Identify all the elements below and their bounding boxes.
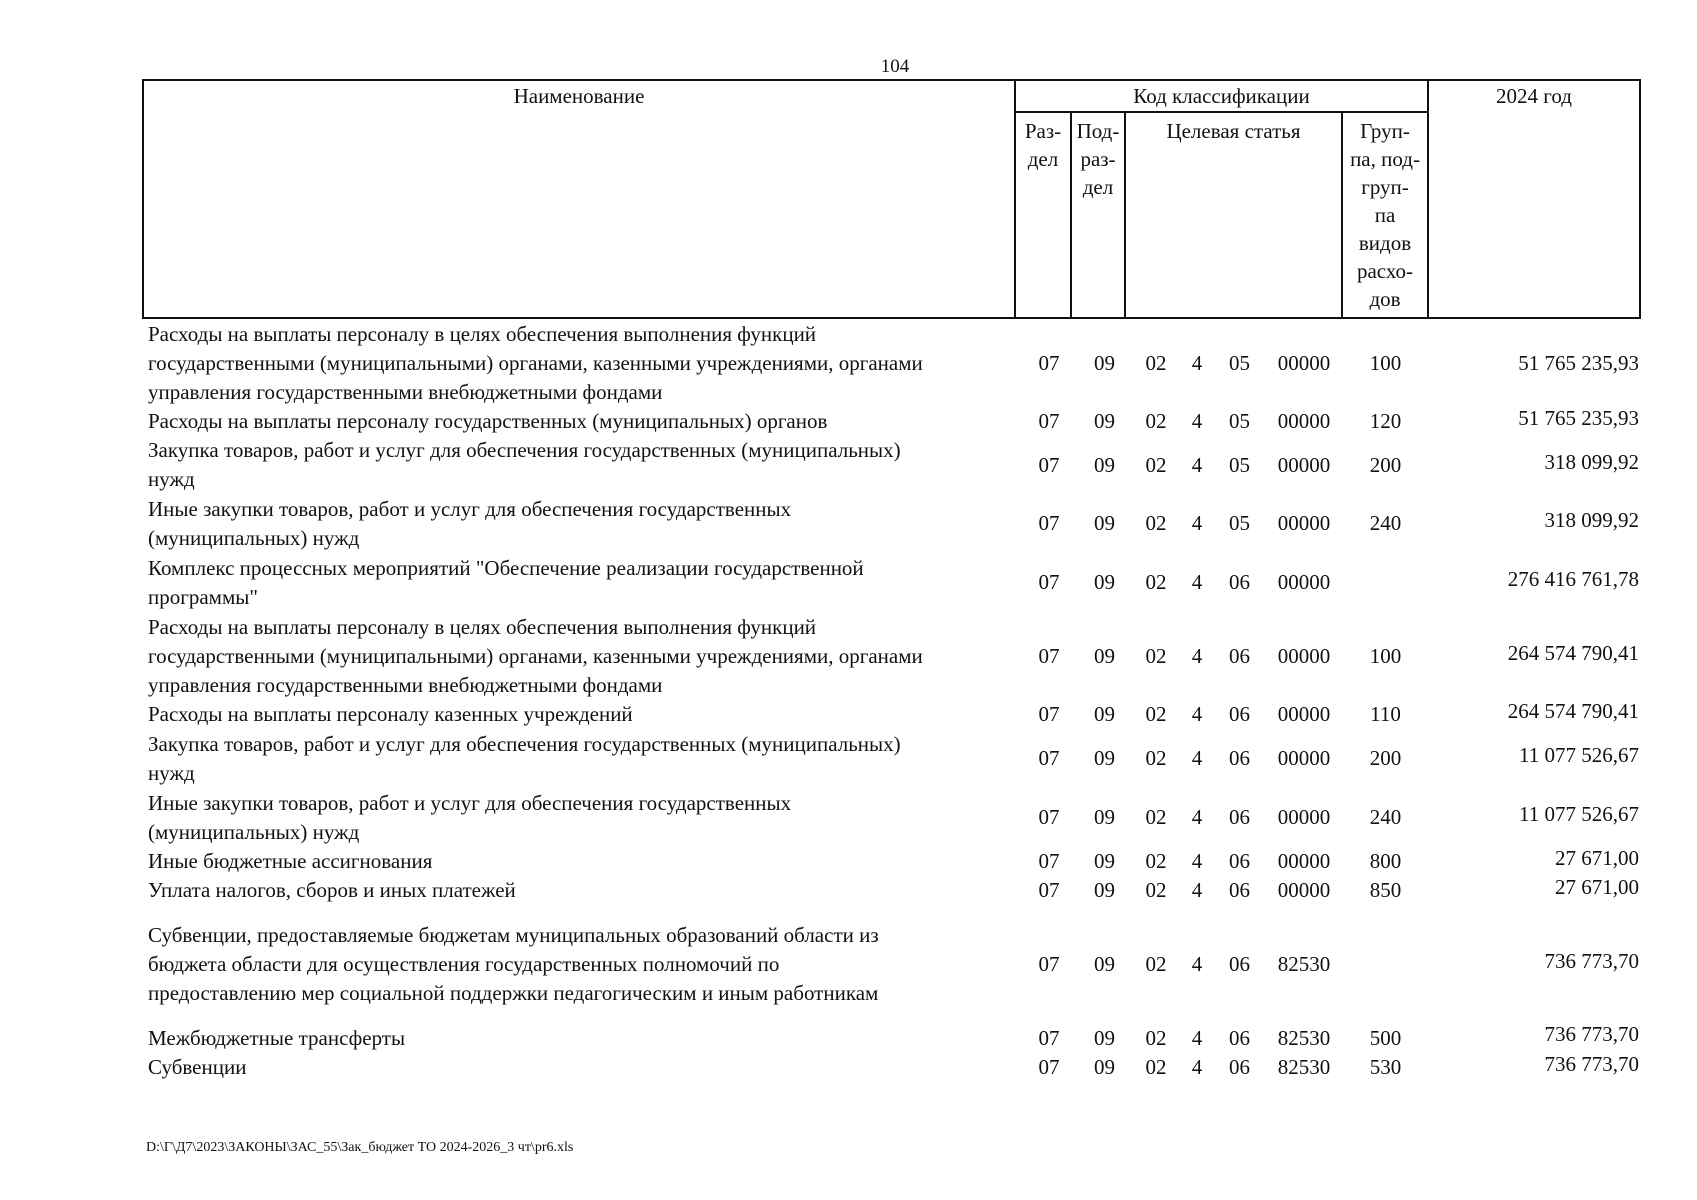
- row-podrazdel: 09: [1094, 1025, 1115, 1050]
- row-podrazdel: 09: [1094, 409, 1115, 433]
- row-amount: 736 773,70: [1544, 1052, 1639, 1076]
- table-row: [142, 612, 1639, 700]
- row-expense-group: 850: [1369, 878, 1402, 902]
- row-podrazdel: 09: [1094, 878, 1115, 902]
- row-expense-group: 100: [1369, 351, 1402, 375]
- row-target-direction: 82530: [1277, 1055, 1331, 1079]
- row-expense-group: 530: [1369, 1055, 1402, 1079]
- row-target-program: 02: [1145, 1055, 1167, 1079]
- row-target-type: 4: [1191, 702, 1203, 726]
- row-target-type: 4: [1191, 452, 1203, 477]
- table-row: [142, 407, 1639, 436]
- row-target-direction: 00000: [1277, 409, 1331, 433]
- row-target-complex: 05: [1229, 351, 1250, 375]
- file-path-footer: D:\Г\Д7\2023\ЗАКОНЫ\ЗАС_55\Зак_бюджет ТО 2024-2026_3 чт\pr6.xls: [146, 1140, 574, 1155]
- row-podrazdel: 09: [1094, 1055, 1115, 1079]
- row-target-complex: 06: [1229, 805, 1250, 829]
- row-target-complex: 06: [1229, 951, 1250, 976]
- row-amount: 276 416 761,78: [1507, 567, 1639, 591]
- row-target-complex: 06: [1229, 1055, 1250, 1079]
- row-name: Расходы на выплаты персоналу в целях обеспечения выполнения функций государственными (муниципальными) органами, казенными учреждениями, органами управления государственными внебюджетными фондами: [148, 614, 923, 697]
- row-name: Расходы на выплаты персоналу государственных (муниципальных) органов: [148, 409, 828, 433]
- row-razdel: 07: [1038, 452, 1060, 477]
- row-target-direction: 82530: [1277, 951, 1331, 976]
- row-podrazdel: 09: [1094, 511, 1115, 535]
- row-target-complex: 06: [1229, 1025, 1250, 1050]
- row-amount: 51 765 235,93: [1518, 406, 1639, 430]
- row-target-type: 4: [1191, 951, 1203, 976]
- header-group: Груп- па, под- груп- па видов расхо- дов: [1342, 112, 1428, 318]
- row-razdel: 07: [1038, 951, 1060, 976]
- row-target-complex: 06: [1229, 746, 1250, 770]
- row-razdel: 07: [1038, 849, 1060, 873]
- row-amount: 11 077 526,67: [1519, 743, 1639, 767]
- row-name: Уплата налогов, сборов и иных платежей: [148, 878, 516, 902]
- row-podrazdel: 09: [1094, 452, 1115, 477]
- row-podrazdel: 09: [1094, 702, 1115, 726]
- row-target-program: 02: [1145, 409, 1167, 433]
- row-expense-group: 240: [1369, 805, 1402, 829]
- row-target-complex: 06: [1229, 878, 1250, 902]
- row-podrazdel: 09: [1094, 849, 1115, 873]
- row-razdel: 07: [1038, 511, 1060, 535]
- row-target-type: 4: [1191, 746, 1203, 770]
- row-target-complex: 05: [1229, 452, 1250, 477]
- table-row: [142, 876, 1639, 905]
- row-amount: 736 773,70: [1544, 949, 1639, 973]
- row-amount: 318 099,92: [1544, 508, 1639, 532]
- row-target-complex: 05: [1229, 511, 1250, 535]
- row-amount: 318 099,92: [1544, 450, 1639, 474]
- row-razdel: 07: [1038, 805, 1060, 829]
- table-row: [142, 494, 1639, 553]
- row-podrazdel: 09: [1094, 351, 1115, 375]
- table-row: [142, 700, 1639, 729]
- table-row: [142, 905, 1639, 1023]
- row-razdel: 07: [1038, 1055, 1060, 1079]
- row-target-direction: 00000: [1277, 746, 1331, 770]
- table-row: [142, 320, 1639, 407]
- header-razdel: Раз- дел: [1015, 112, 1071, 318]
- row-target-program: 02: [1145, 805, 1167, 829]
- row-podrazdel: 09: [1094, 746, 1115, 770]
- row-expense-group: 240: [1369, 511, 1402, 535]
- row-target-program: 02: [1145, 1025, 1167, 1050]
- row-razdel: 07: [1038, 643, 1060, 668]
- row-amount: 27 671,00: [1555, 846, 1639, 870]
- row-target-direction: 00000: [1277, 511, 1331, 535]
- row-target-direction: 00000: [1277, 878, 1331, 902]
- row-razdel: 07: [1038, 409, 1060, 433]
- row-name: Иные закупки товаров, работ и услуг для обеспечения государственных (муниципальных) нужд: [148, 496, 792, 550]
- row-name: Закупка товаров, работ и услуг для обеспечения государственных (муниципальных) нужд: [148, 731, 901, 785]
- row-name: Комплекс процессных мероприятий "Обеспечение реализации государственной программы": [148, 555, 864, 609]
- row-razdel: 07: [1038, 746, 1060, 770]
- table-row: [142, 1023, 1639, 1053]
- table-row: [142, 788, 1639, 847]
- row-target-program: 02: [1145, 746, 1167, 770]
- row-expense-group: 200: [1369, 452, 1402, 477]
- row-target-program: 02: [1145, 351, 1167, 375]
- row-amount: 736 773,70: [1544, 1022, 1639, 1046]
- row-target-direction: 82530: [1277, 1025, 1331, 1050]
- row-name: Межбюджетные трансферты: [148, 1025, 406, 1050]
- row-amount: 51 765 235,93: [1518, 351, 1639, 375]
- row-razdel: 07: [1038, 878, 1060, 902]
- row-amount: 264 574 790,41: [1507, 699, 1639, 723]
- table-row: [142, 729, 1639, 788]
- row-target-complex: 06: [1229, 643, 1250, 668]
- row-target-complex: 06: [1229, 570, 1250, 594]
- row-razdel: 07: [1038, 351, 1060, 375]
- row-podrazdel: 09: [1094, 951, 1115, 976]
- row-expense-group: 110: [1370, 702, 1401, 726]
- table-row: [142, 1053, 1639, 1082]
- row-name: Иные закупки товаров, работ и услуг для обеспечения государственных (муниципальных) нужд: [148, 790, 792, 844]
- header-name: Наименование: [143, 80, 1015, 318]
- row-expense-group: 200: [1369, 746, 1402, 770]
- row-target-type: 4: [1191, 1055, 1203, 1079]
- table-body: [142, 320, 1639, 1082]
- row-name: Иные бюджетные ассигнования: [148, 849, 433, 873]
- row-amount: 264 574 790,41: [1507, 641, 1639, 665]
- row-target-program: 02: [1145, 702, 1167, 726]
- row-target-type: 4: [1191, 805, 1203, 829]
- page-number: 104: [880, 56, 910, 77]
- row-target-direction: 00000: [1277, 805, 1331, 829]
- row-target-direction: 00000: [1277, 570, 1331, 594]
- row-target-complex: 05: [1229, 409, 1250, 433]
- table-row: [142, 436, 1639, 494]
- row-target-type: 4: [1191, 409, 1203, 433]
- table-header: [142, 79, 1641, 319]
- row-name: Закупка товаров, работ и услуг для обеспечения государственных (муниципальных) нужд: [148, 438, 901, 491]
- row-expense-group: 120: [1369, 409, 1402, 433]
- row-amount: 11 077 526,67: [1519, 802, 1639, 826]
- row-target-program: 02: [1145, 511, 1167, 535]
- row-target-type: 4: [1191, 849, 1203, 873]
- row-razdel: 07: [1038, 570, 1060, 594]
- header-target: Целевая статья: [1125, 112, 1342, 318]
- row-target-direction: 00000: [1277, 849, 1331, 873]
- row-target-direction: 00000: [1277, 452, 1331, 477]
- row-target-type: 4: [1191, 643, 1203, 668]
- row-name: Субвенции: [148, 1055, 247, 1079]
- row-target-program: 02: [1145, 452, 1167, 477]
- row-name: Субвенции, предоставляемые бюджетам муниципальных образований области из бюджета области для осуществления государственных полномочий по предоставлению мер социальной поддержки педагогическим и иным работникам: [148, 922, 879, 1005]
- header-podrazdel: Под- раз- дел: [1071, 112, 1125, 318]
- row-target-program: 02: [1145, 878, 1167, 902]
- row-target-type: 4: [1191, 878, 1203, 902]
- row-target-program: 02: [1145, 643, 1167, 668]
- row-target-complex: 06: [1229, 702, 1250, 726]
- row-expense-group: 800: [1369, 849, 1402, 873]
- table-row: [142, 553, 1639, 612]
- header-classification: Код классификации: [1015, 80, 1428, 112]
- row-podrazdel: 09: [1094, 643, 1115, 668]
- row-target-program: 02: [1145, 570, 1167, 594]
- header-year: 2024 год: [1428, 80, 1640, 318]
- row-amount: 27 671,00: [1555, 875, 1639, 899]
- row-podrazdel: 09: [1094, 805, 1115, 829]
- row-razdel: 07: [1038, 702, 1060, 726]
- row-target-complex: 06: [1229, 849, 1250, 873]
- row-target-type: 4: [1191, 511, 1203, 535]
- row-name: Расходы на выплаты персоналу в целях обеспечения выполнения функций государственными (муниципальными) органами, казенными учреждениями, органами управления государственными внебюджетными фондами: [148, 322, 923, 404]
- row-target-type: 4: [1191, 1025, 1203, 1050]
- row-target-direction: 00000: [1277, 351, 1331, 375]
- row-name: Расходы на выплаты персоналу казенных учреждений: [148, 702, 633, 726]
- row-expense-group: 500: [1369, 1025, 1402, 1050]
- row-target-type: 4: [1191, 570, 1203, 594]
- row-target-program: 02: [1145, 849, 1167, 873]
- row-target-direction: 00000: [1277, 702, 1331, 726]
- row-razdel: 07: [1038, 1025, 1060, 1050]
- row-expense-group: 100: [1369, 643, 1402, 668]
- row-podrazdel: 09: [1094, 570, 1115, 594]
- row-target-type: 4: [1191, 351, 1203, 375]
- row-target-direction: 00000: [1277, 643, 1331, 668]
- table-row: [142, 847, 1639, 876]
- row-target-program: 02: [1145, 951, 1167, 976]
